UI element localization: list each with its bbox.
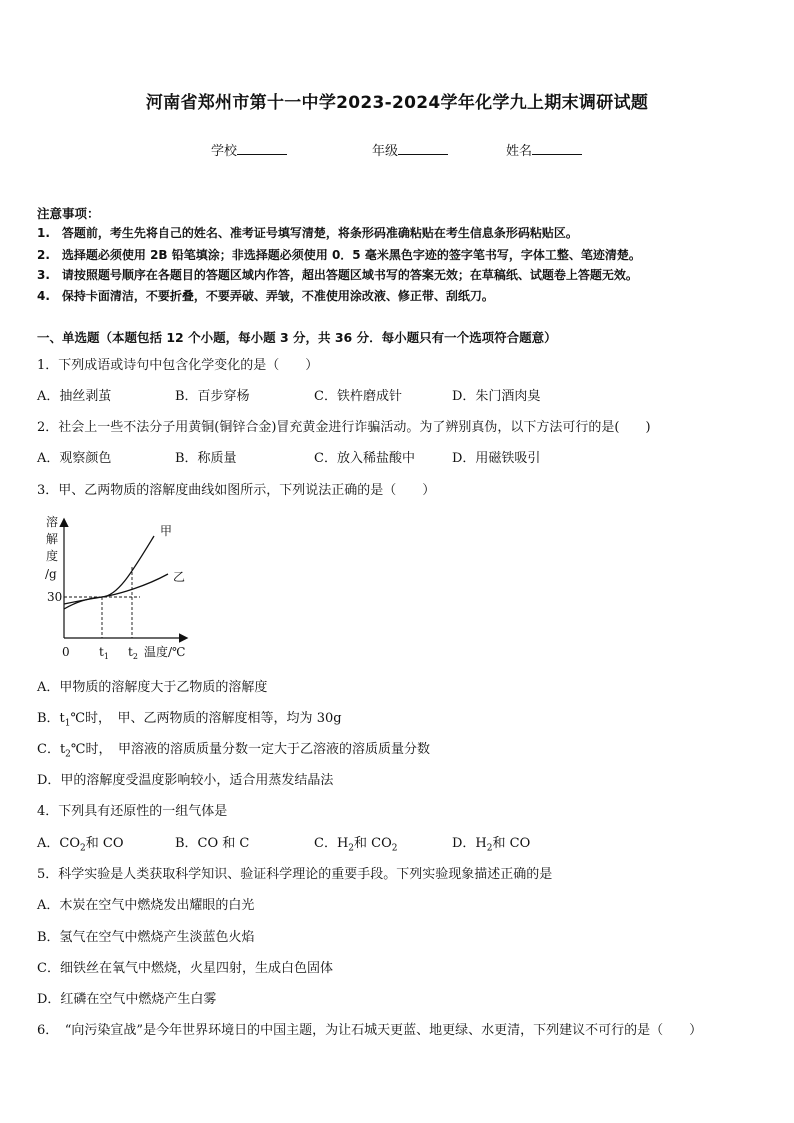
series-yi-curve [64,574,168,604]
grade-label: 年级 [372,144,399,159]
y-axis-label-char: /g [45,567,57,581]
y-axis-label-char: 溶 [46,515,59,529]
name-blank [532,142,582,155]
question-3-option-d: D．甲的溶解度受温度影响较小，适合用蒸发结晶法 [37,773,334,788]
note-item: 1. 答题前，考生先将自己的姓名、准考证号填写清楚，将条形码准确粘贴在考生信息条形码粘贴区。 [37,226,578,240]
question-2-option-d: D．用磁铁吸引 [452,451,541,466]
question-2-option-a: A．观察颜色 [37,451,112,466]
series-label-jia: 甲 [160,524,173,538]
question-1-option-a: A．抽丝剥茧 [37,389,112,404]
question-3-option-a: A．甲物质的溶解度大于乙物质的溶解度 [37,680,268,695]
note-item: 3. 请按照题号顺序在各题目的答题区域内作答，超出答题区域书写的答案无效；在草稿纸、试题卷上答题无效。 [37,268,638,282]
y-axis-label-char: 度 [46,549,59,563]
y-axis-label-char: 解 [46,532,59,546]
x-tick-label-t2: $t_2$ [128,645,138,661]
question-2-stem: 2．社会上一些不法分子用黄铜(铜锌合金)冒充黄金进行诈骗活动。为了辨别真伪，以下方法可行的是( ) [37,420,651,435]
question-5-option-b: B．氢气在空气中燃烧产生淡蓝色火焰 [37,930,255,945]
notes-heading: 注意事项： [37,206,100,221]
school-field [211,140,287,159]
solubility-chart [36,512,196,662]
origin-label: 0 [62,645,70,659]
question-3-option-c: C．$t_2℃$时， 甲溶液的溶质质量分数一定大于乙溶液的溶质质量分数 [37,742,430,760]
series-jia-curve [64,536,154,609]
question-4-option-b: B．CO 和 C [175,836,250,851]
question-3-option-b: B．$t_1℃$时， 甲、乙两物质的溶解度相等，均为 30g [37,711,342,729]
question-4-option-d: D．$H_2$和 CO [452,836,531,854]
question-1-stem: 1．下列成语或诗句中包含化学变化的是（ ） [37,358,319,373]
question-3-stem: 3．甲、乙两物质的溶解度曲线如图所示，下列说法正确的是（ ） [37,483,436,498]
question-1-option-b: B．百步穿杨 [175,389,250,404]
note-item: 2. 选择题必须使用 2B 铅笔填涂；非选择题必须使用 0．5 毫米黑色字迹的签字笔书写，字体工整、笔迹清楚。 [37,248,641,262]
grade-field [372,140,448,159]
question-6-stem: 6． “向污染宣战”是今年世界环境日的中国主题，为让石城天更蓝、地更绿、水更清，下列建议不可行的是（ ） [37,1023,703,1038]
series-label-yi: 乙 [173,570,186,584]
question-5-stem: 5．科学实验是人类获取科学知识、验证科学理论的重要手段。下列实验现象描述正确的是 [37,867,553,882]
x-axis-label: 温度/℃ [144,645,186,659]
exam-title: 河南省郑州市第十一中学2023-2024学年化学九上期末调研试题 [145,93,649,113]
school-label: 学校 [211,144,238,159]
note-item: 4. 保持卡面清洁，不要折叠，不要弄破、弄皱，不准使用涂改液、修正带、刮纸刀。 [37,289,494,303]
school-blank [237,142,287,155]
name-label: 姓名 [506,144,533,159]
question-1-option-d: D．朱门酒肉臭 [452,389,541,404]
question-5-option-d: D．红磷在空气中燃烧产生白雾 [37,992,217,1007]
grade-blank [398,142,448,155]
question-4-option-c: C．$H_2$和 $CO_2$ [314,836,398,854]
question-1-option-c: C．铁杵磨成针 [314,389,402,404]
section-heading: 一、单选题（本题包括 12 个小题，每小题 3 分，共 36 分．每小题只有一个选项符合题意） [37,330,557,345]
question-2-option-c: C．放入稀盐酸中 [314,451,415,466]
name-field [506,140,582,159]
question-2-option-b: B．称质量 [175,451,237,466]
question-4-stem: 4．下列具有还原性的一组气体是 [37,804,228,819]
question-5-option-a: A．木炭在空气中燃烧发出耀眼的白光 [37,898,255,913]
y-tick-label: 30 [47,590,63,604]
question-4-option-a: A．$CO_2$和 CO [37,836,124,854]
question-5-option-c: C．细铁丝在氧气中燃烧，火星四射，生成白色固体 [37,961,333,976]
x-tick-label-t1: $t_1$ [99,645,109,661]
